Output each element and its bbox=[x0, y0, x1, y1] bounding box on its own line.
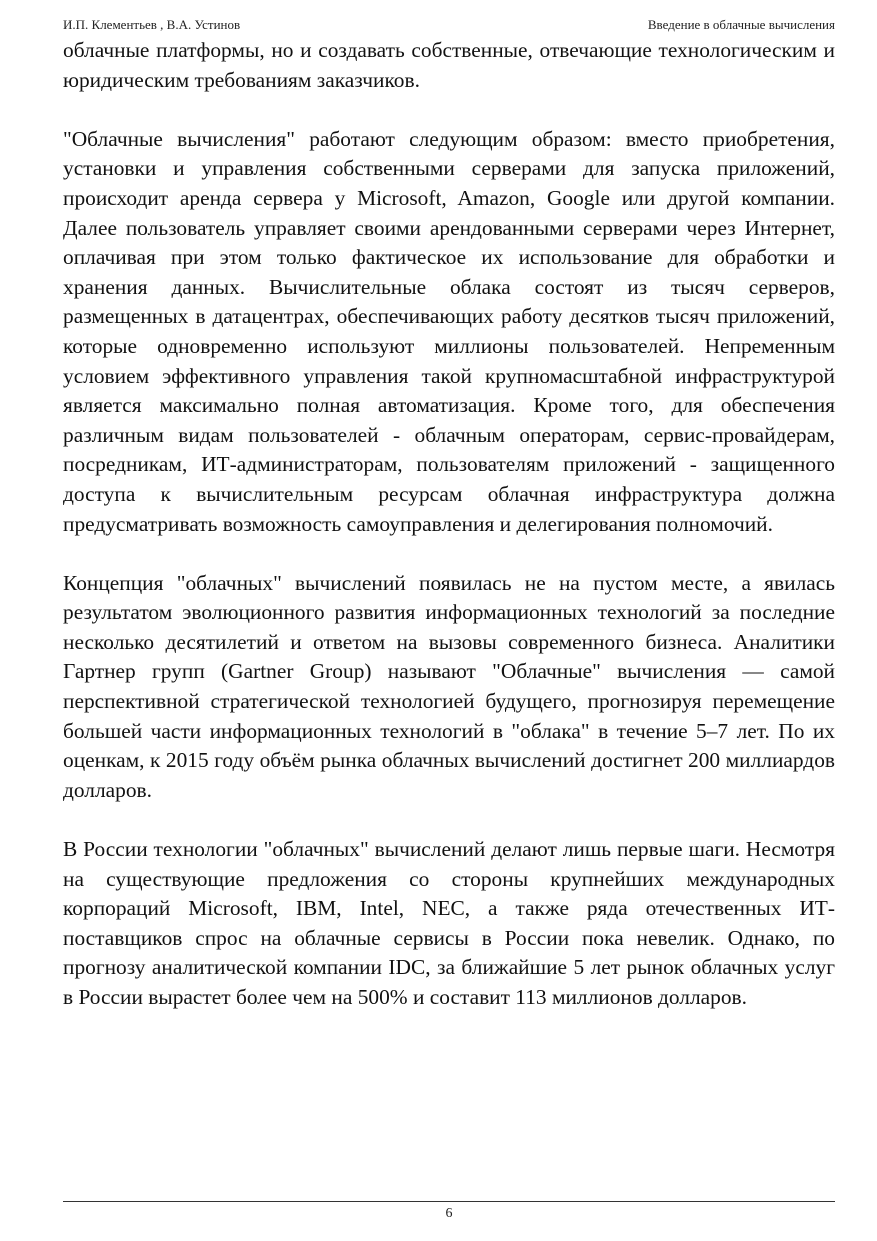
paragraph-continuation: облачные платформы, но и создавать собственные, отвечающие технологическим и юридическим требованиям заказчиков. bbox=[63, 38, 835, 92]
paragraph-cloud-in-russia: В России технологии "облачных" вычислений делают лишь первые шаги. Несмотря на существующие предложения со стороны крупнейших международных корпораций Microsoft, IBM, Intel, NEC, а также ряда отечественных ИТ-поставщиков спрос на облачные сервисы в России пока невелик. Однако, по прогнозу аналитической компании IDC, за ближайшие 5 лет рынок облачных услуг в России вырастет более чем на 500% и составит 113 миллионов долларов. bbox=[63, 837, 835, 1009]
header-title: Введение в облачные вычисления bbox=[647, 17, 835, 32]
page-number: 6 bbox=[445, 1206, 453, 1221]
header-authors: И.П. Клементьев , В.А. Устинов bbox=[63, 17, 241, 32]
paragraph-how-cloud-works: "Облачные вычисления" работают следующим образом: вместо приобретения, установки и управления собственными серверами для запуска приложений, происходит аренда сервера у Microsoft, Amazon, Google или другой компании. Далее пользователь управляет своими арендованными серверами через Интернет, оплачивая при этом только фактическое их использование для обработки и хранения данных. Вычислительные облака состоят из тысяч серверов, размещенных в датацентрах, обеспечивающих работу десятков тысяч приложений, которые одновременно используют миллионы пользователей. Непременным условием эффективного управления такой крупномасштабной инфраструктурой является максимально полная автоматизация. Кроме того, для обеспечения различным видам пользователей - облачным операторам, сервис-провайдерам, посредникам, ИТ-администраторам, пользователям приложений - защищенного доступа к вычислительным ресурсам облачная инфраструктура должна предусматривать возможность самоуправления и делегирования полномочий. bbox=[63, 126, 835, 536]
paragraph-cloud-concept: Концепция "облачных" вычислений появилась не на пустом месте, а явилась результатом эволюционного развития информационных технологий за последние несколько десятилетий и ответом на вызовы современного бизнеса. Аналитики Гартнер групп (Gartner Group) называют "Облачные" вычисления — самой перспективной стратегической технологией будущего, прогнозируя перемещение большей части информационных технологий в "облака" в течение 5–7 лет. По их оценкам, к 2015 году объём рынка облачных вычислений достигнет 200 миллиардов долларов. bbox=[63, 570, 835, 802]
running-header bbox=[63, 15, 835, 35]
footer-divider bbox=[63, 1201, 835, 1202]
body-text bbox=[63, 36, 835, 1042]
